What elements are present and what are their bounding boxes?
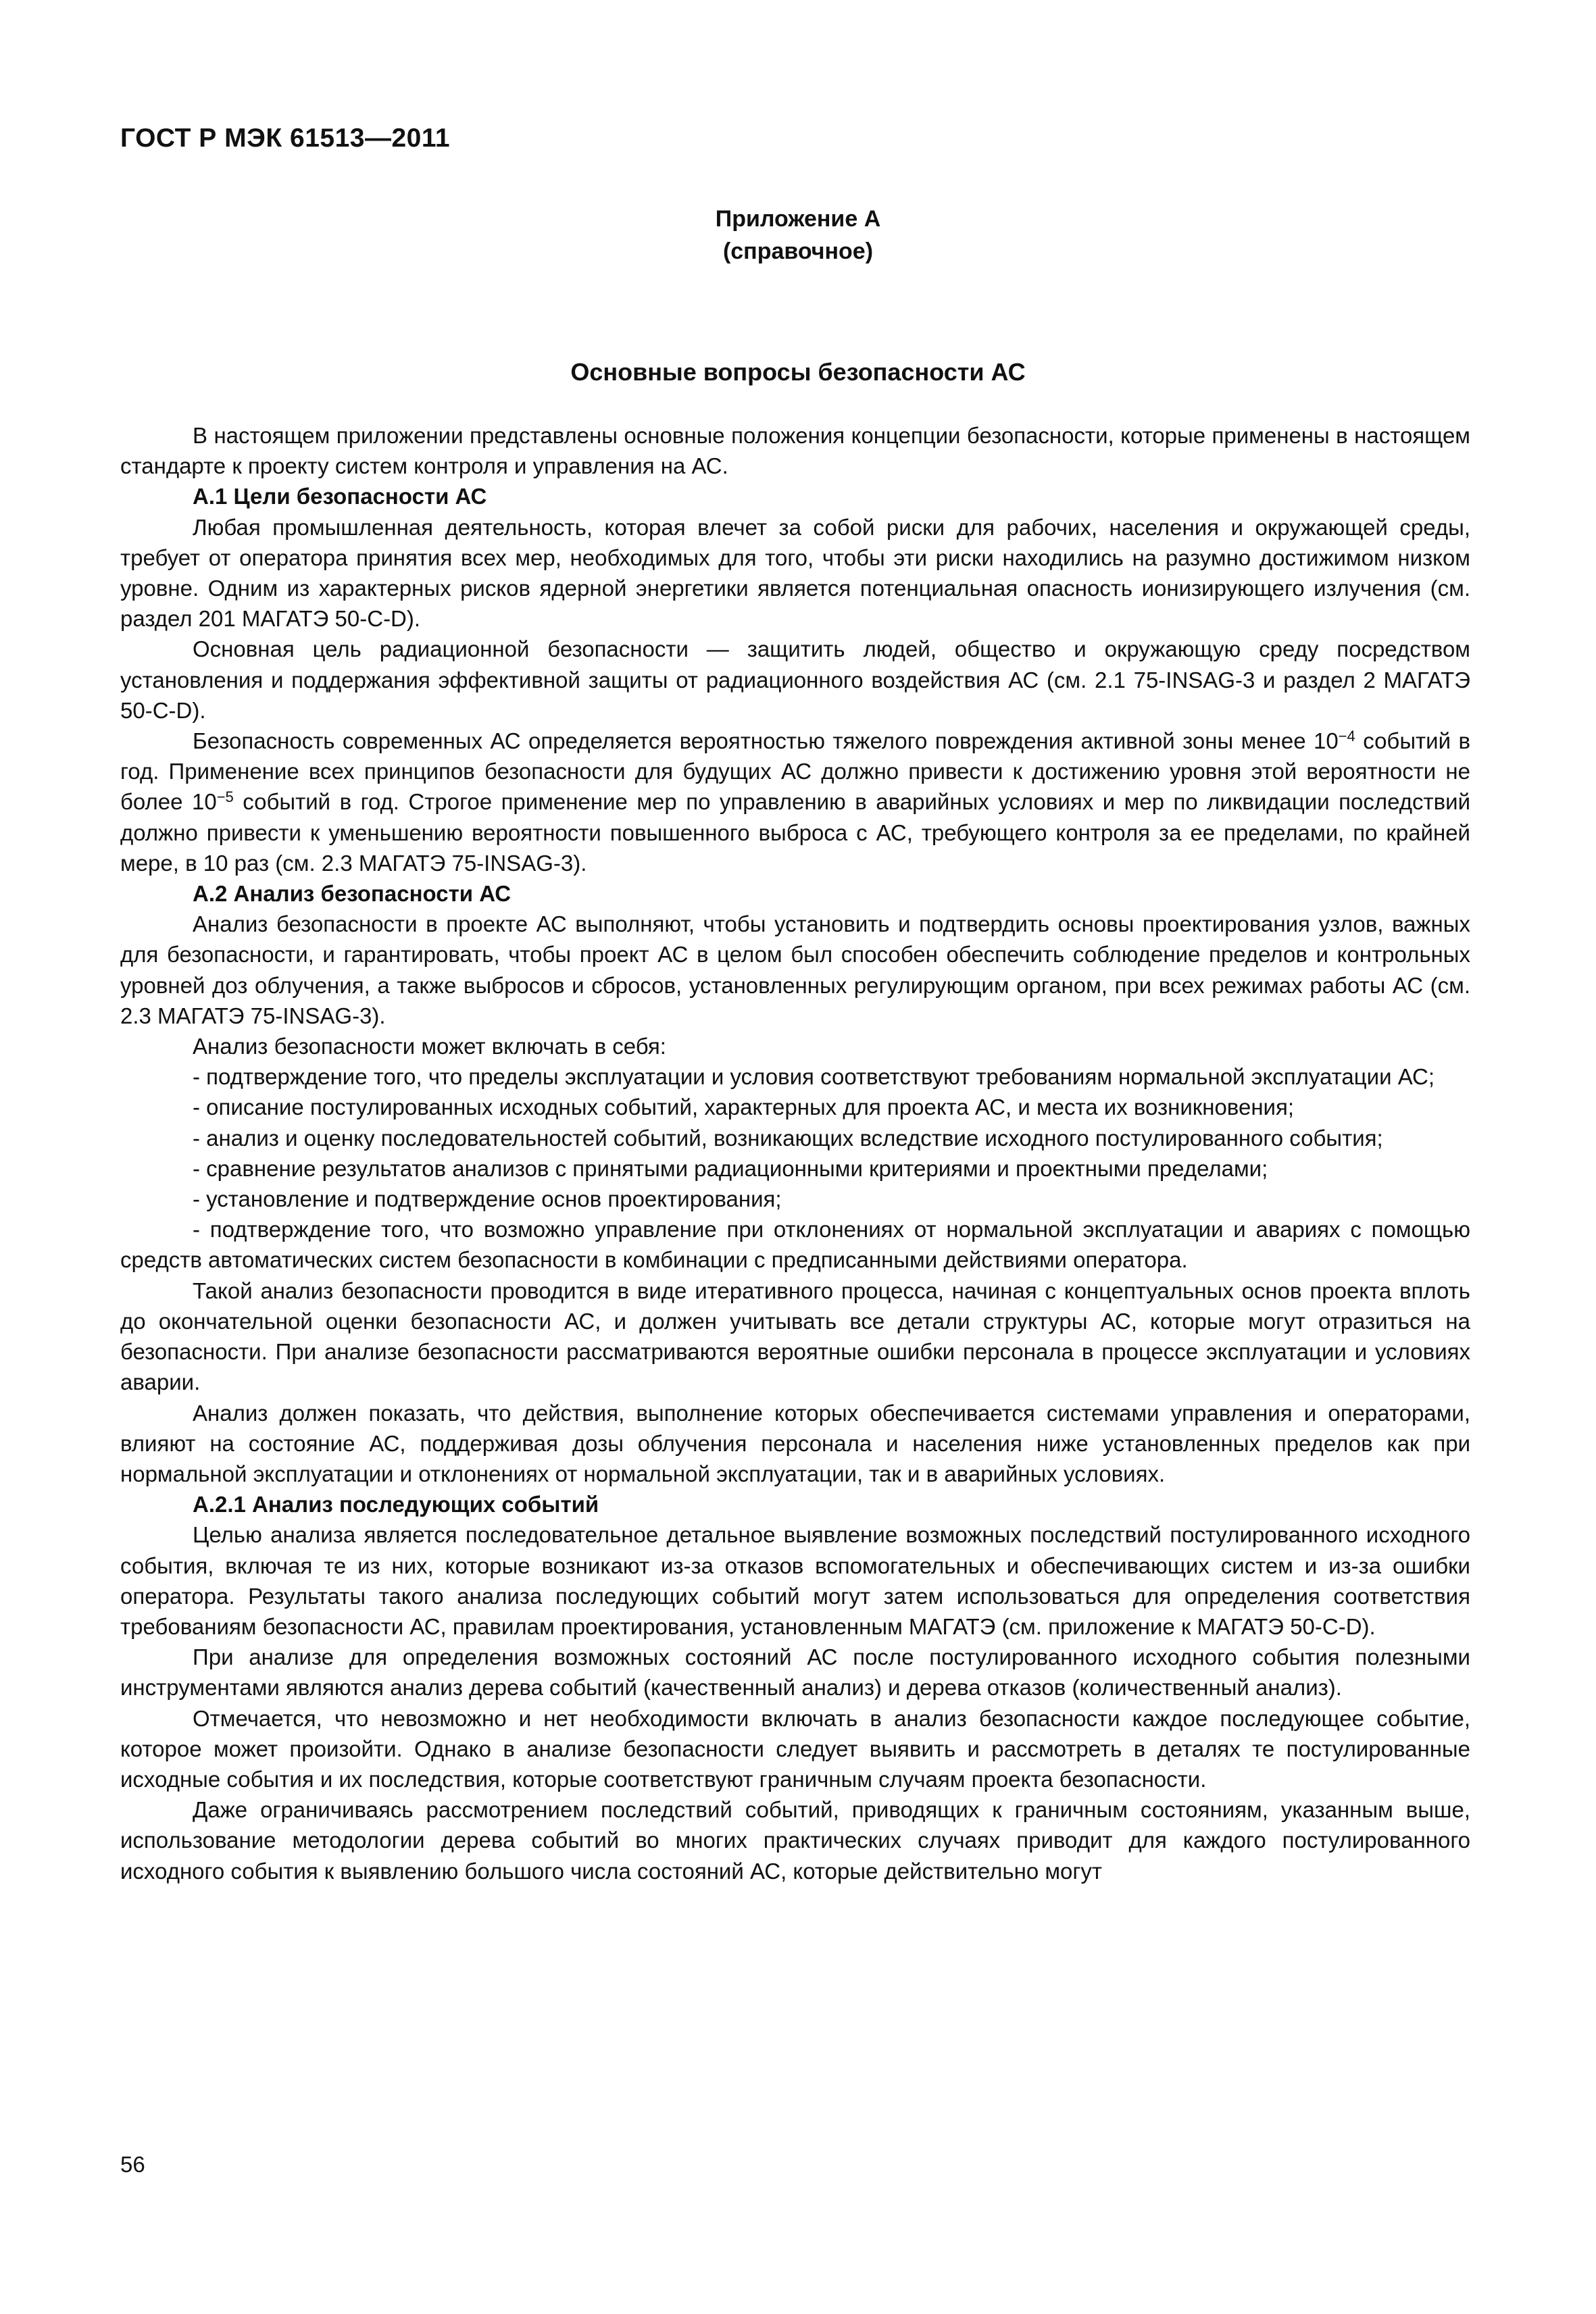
text-run: Безопасность современных АС определяется вероятностью тяжелого повреждения активной зоны менее 10	[193, 728, 1339, 754]
paragraph-intro: В настоящем приложении представлены основные положения концепции безопасности, которые применены в настоящем стандарте к проекту систем контроля и управления на АС.	[120, 423, 1470, 479]
paragraph: Отмечается, что невозможно и нет необходимости включать в анализ безопасности каждое последующее событие, которое может произойти. Однако в анализе безопасности следует выявить и рассмотреть в деталях те постулированные исходные события и их последствия, которые соответствуют граничным случаям проекта безопасности.	[120, 1705, 1470, 1792]
paragraph: Целью анализа является последовательное детальное выявление возможных последствий постулированного исходного события, включая те из них, которые возникают из-за отказов вспомогательных и обеспечивающих систем и из-за ошибки оператора. Результаты такого анализа последующих событий могут затем использоваться для определения соответствия требованиям безопасности АС, правилам проектирования, установленным МАГАТЭ (см. приложение к МАГАТЭ 50-C-D).	[120, 1522, 1470, 1639]
document-body	[120, 420, 1470, 1886]
exponent: −5	[216, 788, 234, 806]
annex-heading	[0, 203, 1596, 268]
list-item: - подтверждение того, что возможно управление при отклонениях от нормальной эксплуатации и авариях с помощью средств автоматических систем безопасности в комбинации с предписанными действиями оператора.	[120, 1217, 1470, 1273]
section-heading-a1: А.1 Цели безопасности АС	[193, 484, 487, 509]
paragraph: Даже ограничиваясь рассмотрением последствий событий, приводящих к граничным состояниям, указанным выше, использование методологии дерева событий во многих практических случаях приводит для каждого постулированного исходного события к выявлению большого числа состояний АС, которые действительно могут	[120, 1797, 1470, 1884]
page-title: Основные вопросы безопасности АС	[570, 358, 1026, 386]
annex-label: Приложение А	[715, 206, 881, 232]
paragraph: Анализ должен показать, что действия, выполнение которых обеспечивается системами управления и операторами, влияют на состояние АС, поддерживая дозы облучения персонала и населения ниже установленных пределов как при нормальной эксплуатации и отклонениях от нормальной эксплуатации, так и в аварийных условиях.	[120, 1400, 1470, 1486]
section-heading-a21: А.2.1 Анализ последующих событий	[193, 1492, 599, 1517]
page-number: 56	[120, 2152, 145, 2177]
paragraph: Анализ безопасности в проекте АС выполняют, чтобы установить и подтвердить основы проектирования узлов, важных для безопасности, и гарантировать, чтобы проект АС в целом был способен обеспечить соблюдение пределов и контрольных уровней доз облучения, а также выбросов и сбросов, установленных регулирующим органом, при всех режимах работы АС (см. 2.3 МАГАТЭ 75-INSAG-3).	[120, 911, 1470, 1028]
list-item: - сравнение результатов анализов с принятыми радиационными критериями и проектными пределами;	[193, 1155, 1268, 1181]
paragraph: При анализе для определения возможных состояний АС после постулированного исходного события полезными инструментами являются анализ дерева событий (качественный анализ) и дерева отказов (количественный анализ).	[120, 1644, 1470, 1701]
paragraph: Анализ безопасности может включать в себя:	[193, 1034, 666, 1059]
text-run: событий в год. Применение всех принципов безопасности для будущих АС должно привести к достижению уровня этой вероятности не более 10	[120, 728, 1470, 815]
paragraph-probability	[120, 726, 1470, 878]
paragraph: Такой анализ безопасности проводится в виде итеративного процесса, начиная с концептуальных основ проекта вплоть до окончательной оценки безопасности АС, и должен учитывать все детали структуры АС, которые могут отразиться на безопасности. При анализе безопасности рассматриваются вероятные ошибки персонала в процессе эксплуатации и условиях аварии.	[120, 1278, 1470, 1395]
paragraph: Любая промышленная деятельность, которая влечет за собой риски для рабочих, населения и окружающей среды, требует от оператора принятия всех мер, необходимых для того, чтобы эти риски находились на разумно достижимом низком уровне. Одним из характерных рисков ядерной энергетики является потенциальная опасность ионизирующего излучения (см. раздел 201 МАГАТЭ 50-C-D).	[120, 514, 1470, 632]
document-code: ГОСТ Р МЭК 61513—2011	[120, 124, 451, 153]
paragraph: Основная цель радиационной безопасности — защитить людей, общество и окружающую среду посредством установления и поддержания эффективной защиты от радиационного воздействия АС (см. 2.1 75-INSAG-3 и раздел 2 МАГАТЭ 50-C-D).	[120, 636, 1470, 723]
annex-type: (справочное)	[722, 238, 874, 264]
section-heading-a2: А.2 Анализ безопасности АС	[193, 881, 512, 907]
list-item: - подтверждение того, что пределы эксплуатации и условия соответствуют требованиям нормальной эксплуатации АС;	[193, 1064, 1435, 1090]
list-item: - описание постулированных исходных событий, характерных для проекта АС, и места их возникновения;	[193, 1095, 1295, 1120]
list-item: - анализ и оценку последовательностей событий, возникающих вследствие исходного постулированного события;	[193, 1125, 1383, 1151]
exponent: −4	[1338, 728, 1355, 745]
text-run: событий в год. Строгое применение мер по управлению в аварийных условиях и мер по ликвидации последствий должно привести к уменьшению вероятности повышенного выброса с АС, требующего контроля за ее пределами, по крайней мере, в 10 раз (см. 2.3 МАГАТЭ 75-INSAG-3).	[120, 789, 1470, 876]
list-item: - установление и подтверждение основ проектирования;	[193, 1186, 782, 1212]
